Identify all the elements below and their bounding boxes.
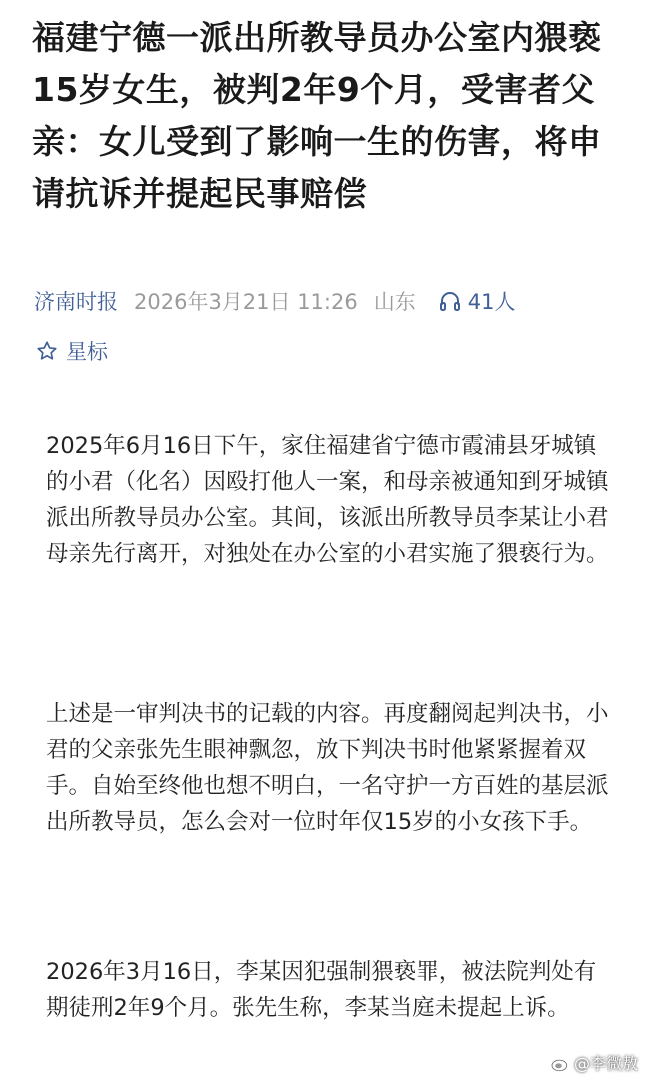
- weibo-icon: [551, 1054, 571, 1072]
- watermark-text: @李微敖: [573, 1054, 638, 1073]
- article-title: 福建宁德一派出所教导员办公室内猥亵15岁女生，被判2年9个月，受害者父亲：女儿受到了影响一生的伤害，将申请抗诉并提起民事赔偿: [32, 18, 602, 213]
- listen-button[interactable]: [438, 286, 516, 316]
- star-button[interactable]: [36, 334, 108, 368]
- headphones-icon: [438, 289, 462, 313]
- article-paragraph: 上述是一审判决书的记载的内容。再度翻阅起判决书，小君的父亲张先生眼神飘忽，放下判决书时他紧紧握着双手。自始至终他也想不明白，一名守护一方百姓的基层派出所教导员，怎么会对一位时年仅15岁的小女孩下手。: [46, 701, 609, 835]
- article-paragraph: 2026年3月16日，李某因犯强制猥亵罪，被法院判处有期徒刑2年9个月。张先生称，李某当庭未提起上诉。: [46, 959, 597, 1021]
- publish-datetime: 2026年3月21日 11:26: [134, 290, 358, 314]
- region-label: 山东: [373, 290, 416, 314]
- article-paragraph: 2025年6月16日下午，家住福建省宁德市霞浦县牙城镇的小君（化名）因殴打他人一案，和母亲被通知到牙城镇派出所教导员办公室。其间，该派出所教导员李某让小君母亲先行离开，对独处在办公室的小君实施了猥亵行为。: [46, 433, 609, 567]
- watermark: [551, 1051, 638, 1074]
- star-outline-icon: [36, 340, 58, 362]
- article-meta: [34, 284, 634, 318]
- source-link[interactable]: 济南时报: [34, 290, 118, 314]
- listen-count: 41人: [467, 290, 516, 314]
- star-label: 星标: [66, 340, 108, 364]
